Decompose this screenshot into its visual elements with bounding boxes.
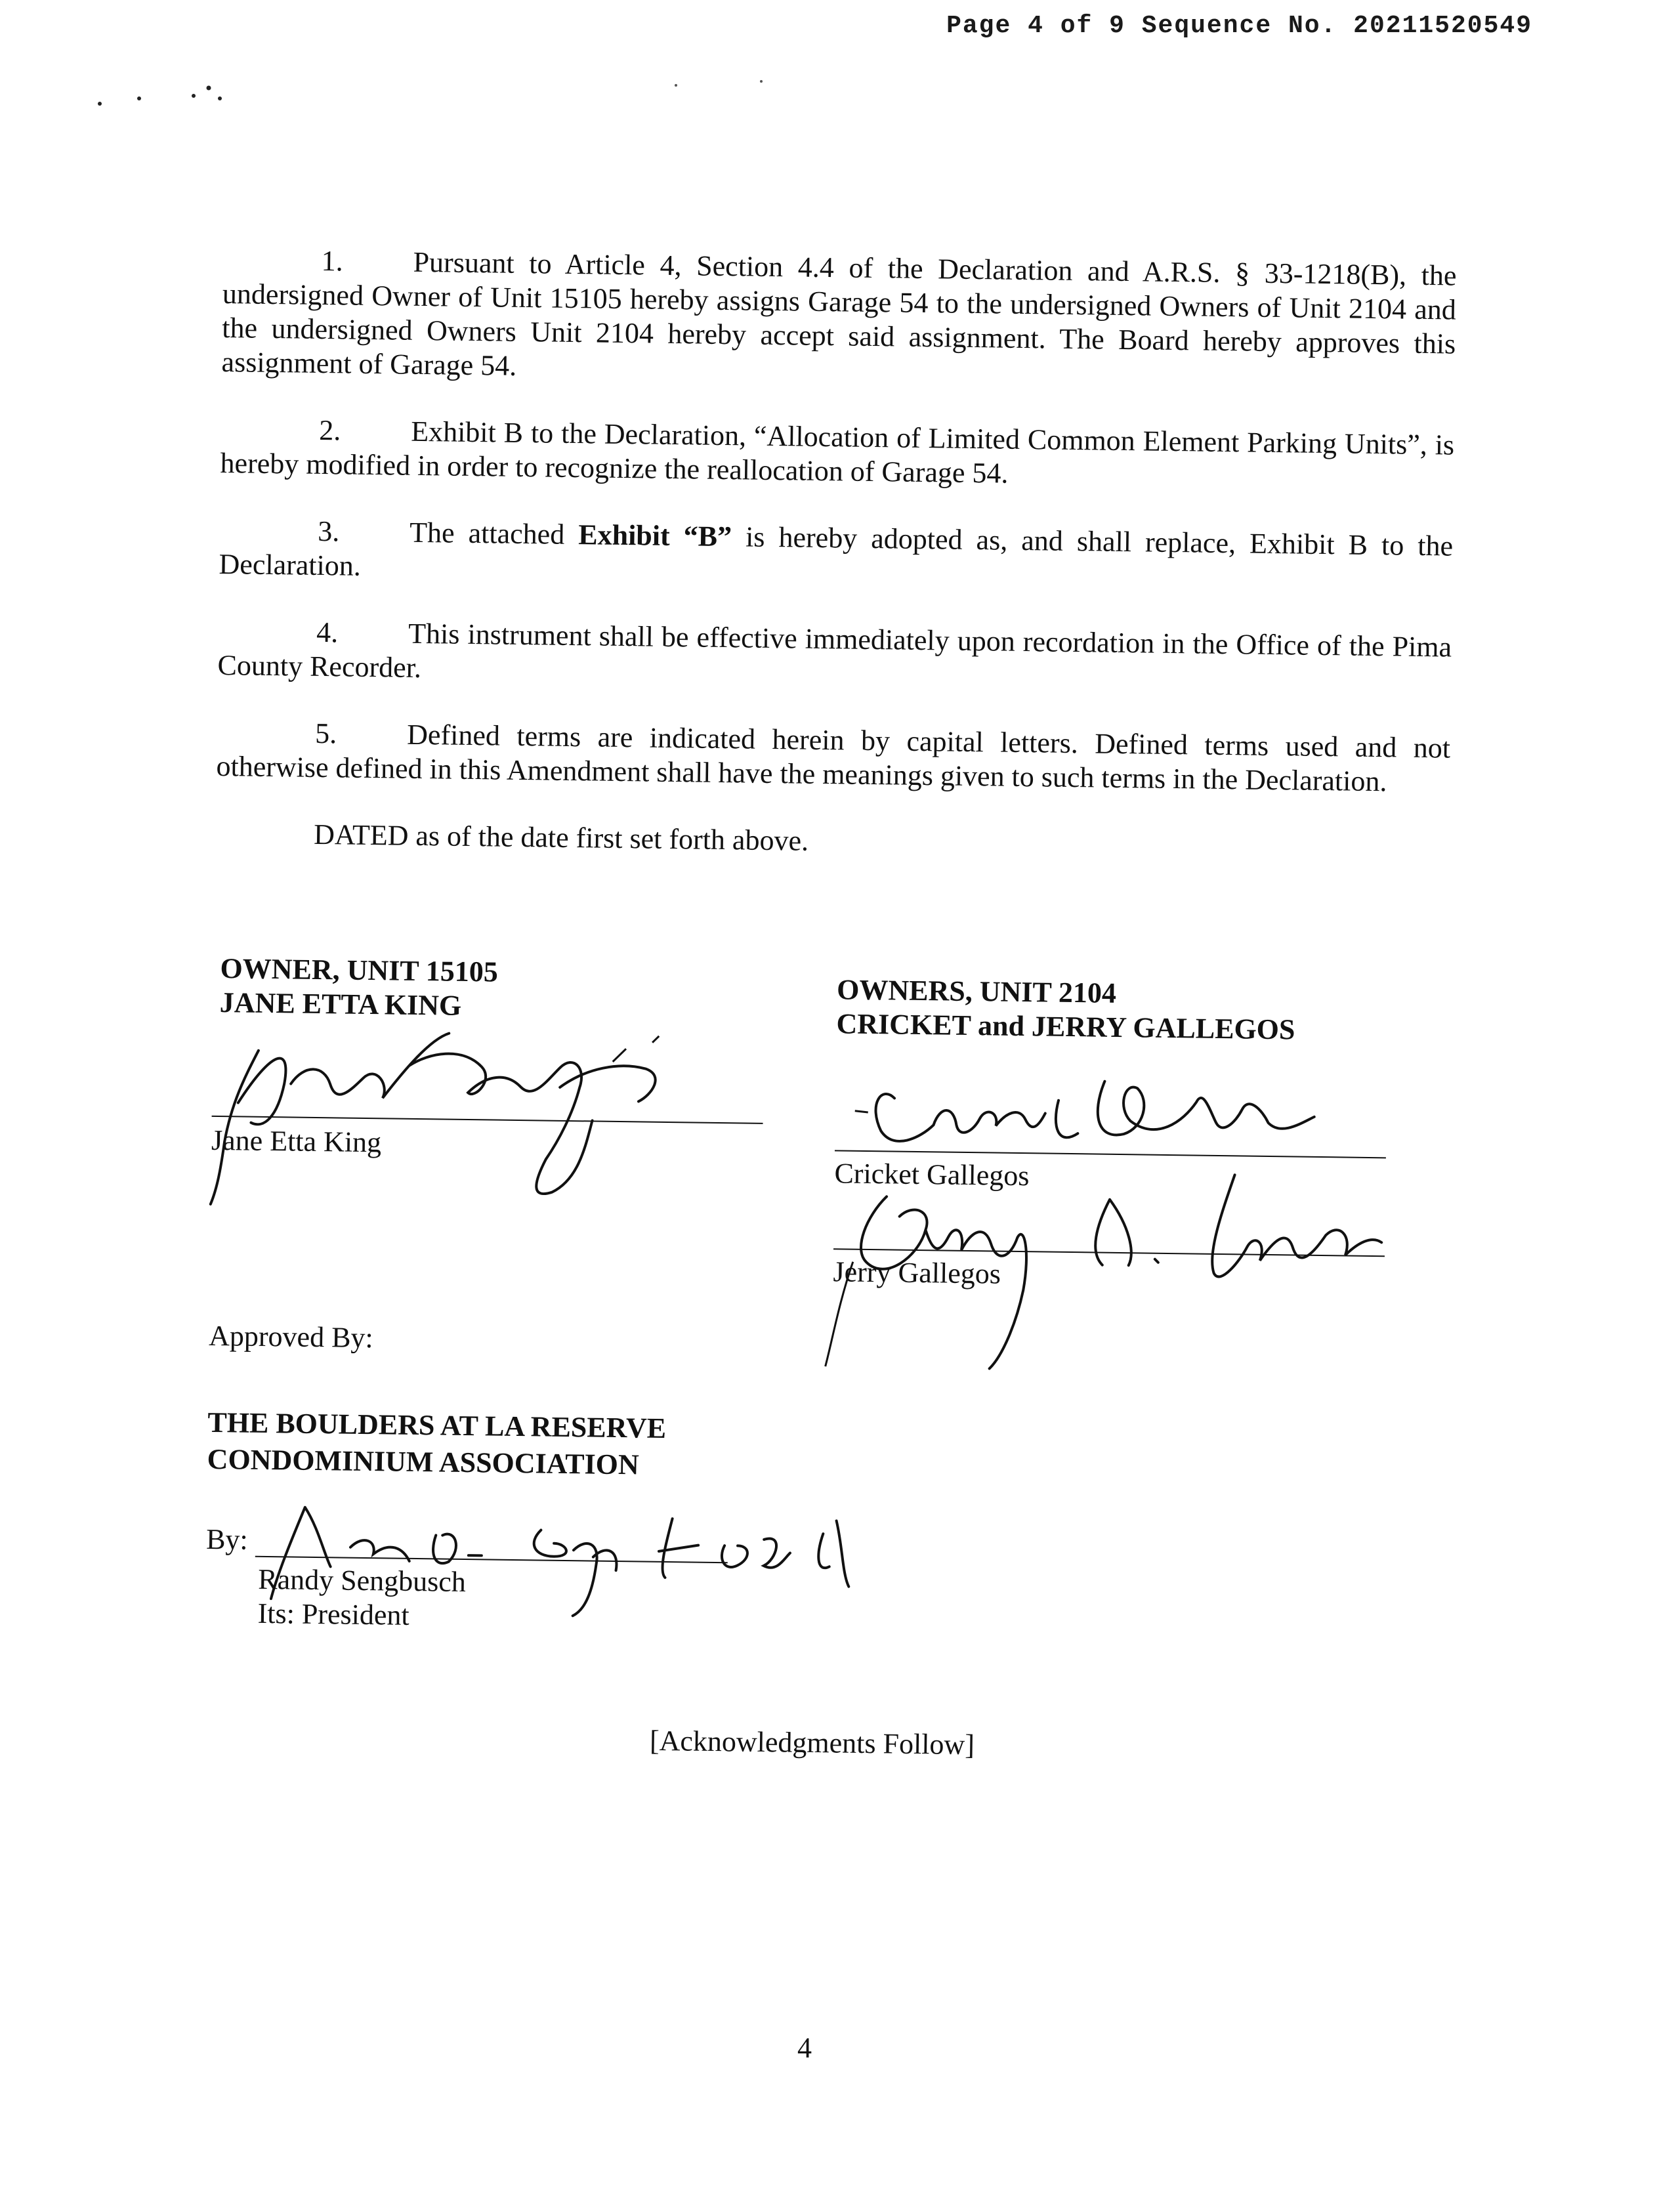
association-name-line2: CONDOMINIUM ASSOCIATION <box>207 1442 640 1481</box>
acknowledgments-note: [Acknowledgments Follow] <box>649 1724 975 1761</box>
paragraph-4 <box>217 614 1452 699</box>
document-body <box>205 243 1457 1631</box>
paragraph-2 <box>220 412 1454 497</box>
signer-name-right-1: Cricket Gallegos <box>834 1157 1030 1192</box>
owner-heading-name: CRICKET and JERRY GALLEGOS <box>836 1007 1295 1046</box>
owner-block-left <box>220 952 499 1024</box>
owner-heading-name: JANE ETTA KING <box>219 986 462 1022</box>
paragraph-number: 5. <box>314 717 337 750</box>
president-name: Randy Sengbusch <box>258 1563 467 1599</box>
paragraph-text: This instrument shall be effective immediately upon recordation in the Office of the Pima County Recorder. <box>217 617 1452 684</box>
paragraph-number: 1. <box>321 244 343 278</box>
paragraph-text: is hereby adopted as, and shall replace, Exhibit B to the Declaration. <box>219 520 1454 582</box>
approved-by-label: Approved By: <box>208 1319 374 1354</box>
signer-name-right-2: Jerry Gallegos <box>833 1255 1001 1290</box>
paragraph-text: Exhibit B to the Declaration, “Allocation of Limited Common Element Parking Units”, is hereby modified in order to recognize the reallocation of Garage 54. <box>220 415 1455 490</box>
paragraph-text: Pursuant to Article 4, Section 4.4 of the Declaration and A.R.S. § 33-1218(B), the undersigned Owner of Unit 15105 hereby assigns Garage 54 to the undersigned Owners of Unit 2104 and the undersigned Owners Unit 2104 hereby accept said assignment. The Board hereby approves this assignment of Garage 54. <box>221 245 1457 382</box>
paragraph-text: Defined terms are indicated herein by capital letters. Defined terms used and not otherwise defined in this Amendment shall have the meanings given to such terms in the Declaration. <box>216 718 1451 798</box>
dated-line: DATED as of the date first set forth above. <box>313 818 809 857</box>
paragraph-1 <box>221 243 1457 396</box>
paragraph-3 <box>219 513 1453 598</box>
president-title: Its: President <box>257 1597 410 1631</box>
signer-name-left: Jane Etta King <box>211 1124 382 1159</box>
page-number: 4 <box>797 2032 812 2064</box>
by-label: By: <box>205 1522 249 1556</box>
paragraph-number: 2. <box>318 413 341 447</box>
owner-block-right <box>836 973 1295 1047</box>
association-name-line1: THE BOULDERS AT LA RESERVE <box>207 1406 667 1444</box>
exhibit-reference: Exhibit “B” <box>578 518 732 553</box>
paragraph-number: 3. <box>317 514 340 548</box>
paragraph-5 <box>216 715 1450 800</box>
association-name <box>207 1404 666 1484</box>
recording-stamp: Page 4 of 9 Sequence No. 20211520549 <box>946 12 1532 40</box>
paragraph-number: 4. <box>316 616 339 649</box>
paragraph-text: The attached <box>409 516 579 551</box>
owner-heading-unit: OWNER, UNIT 15105 <box>220 952 499 988</box>
signature-area <box>203 952 1448 1755</box>
owner-heading-unit: OWNERS, UNIT 2104 <box>836 973 1117 1009</box>
scan-specks <box>85 72 807 125</box>
